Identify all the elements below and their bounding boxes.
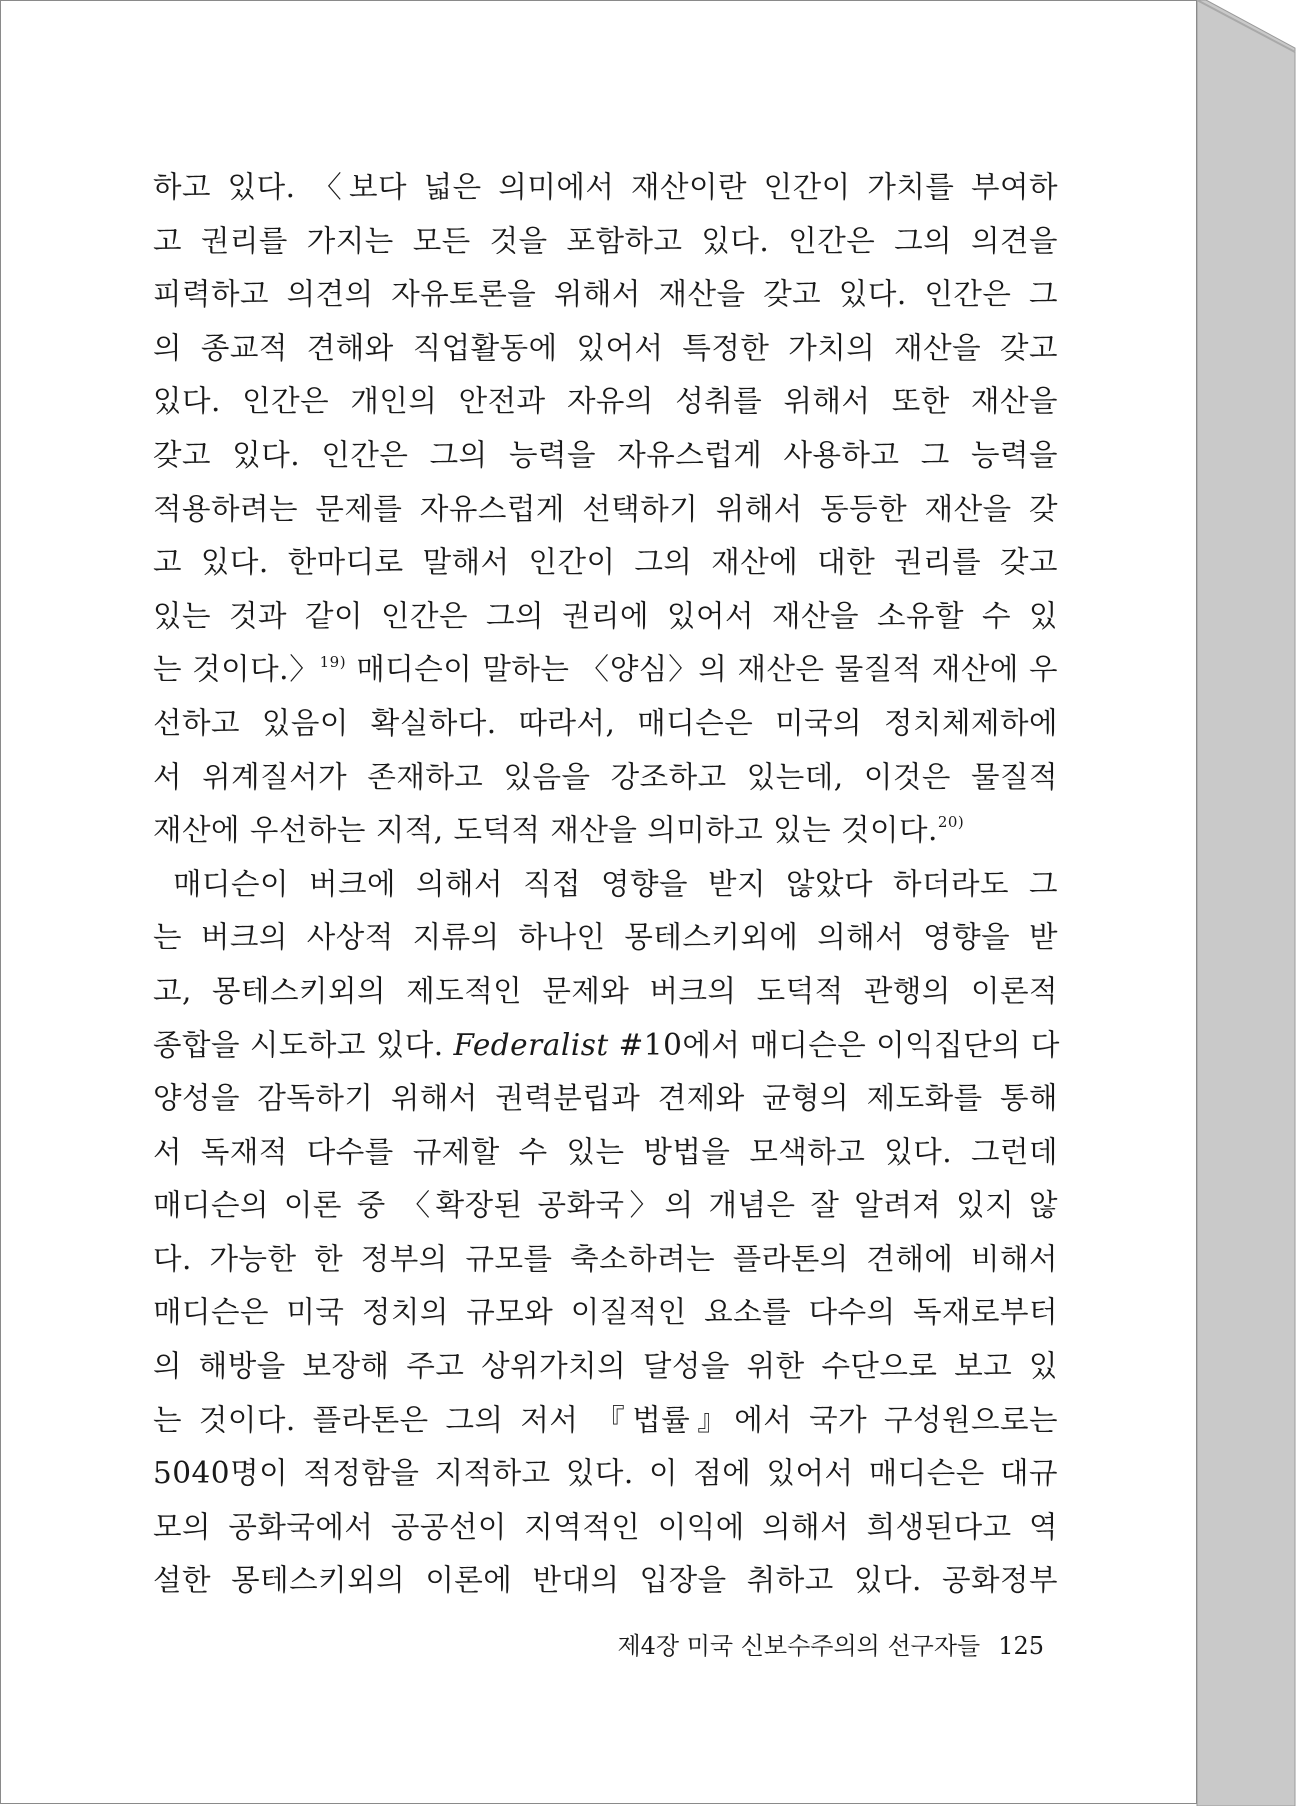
line-text: 모의 공화국에서 공공선이 지역적인 이익에 의해서 희생된다고 역 [153, 1509, 1058, 1544]
text-line [153, 697, 1058, 751]
line-text: 있다. 인간은 개인의 안전과 자유의 성취를 위해서 또한 재산을 [153, 384, 1058, 419]
text-line [153, 1447, 1058, 1501]
text-line [153, 1394, 1058, 1448]
text-line [153, 804, 1058, 858]
page-edge-side [1197, 0, 1295, 1806]
text-line [153, 483, 1058, 537]
line-text: 재산에 우선하는 지적, 도덕적 재산을 의미하고 있는 것이다. [153, 813, 938, 848]
line-text: 서 위계질서가 존재하고 있음을 강조하고 있는데, 이것은 물질적 [153, 759, 1058, 794]
page-footer [599, 1626, 1044, 1661]
line-text: 매디슨은 미국 정치의 규모와 이질적인 요소를 다수의 독재로부터 [153, 1295, 1058, 1330]
line-text-tail: #10에서 매디슨은 이익집단의 다 [608, 1027, 1060, 1062]
line-text: 선하고 있음이 확실하다. 따라서, 매디슨은 미국의 정치체제하에 [153, 705, 1058, 740]
line-text: 하고 있다. 〈보다 넓은 의미에서 재산이란 인간이 가치를 부여하 [153, 170, 1058, 204]
text-line [153, 1501, 1058, 1555]
line-text: 양성을 감독하기 위해서 권력분립과 견제와 균형의 제도화를 통해 [153, 1081, 1058, 1116]
line-text: 매디슨이 버크에 의해서 직접 영향을 받지 않았다 하더라도 그 [173, 866, 1058, 901]
line-text: 는 것이다.〉 [153, 652, 320, 687]
text-line [153, 536, 1058, 590]
text-line [153, 965, 1058, 1019]
paragraph-1 [153, 161, 1058, 858]
line-text: 종합을 시도하고 있다. [153, 1027, 454, 1062]
text-line [153, 590, 1058, 644]
text-line [153, 1340, 1058, 1394]
running-head-chapter: 제4장 미국 신보수주의의 선구자들 [617, 1632, 981, 1660]
footnote-ref-19: 19) [319, 652, 347, 671]
line-text: 5040명이 적정함을 지적하고 있다. 이 점에 있어서 매디슨은 대규 [153, 1456, 1058, 1491]
text-line [153, 1072, 1058, 1126]
line-text: 의 종교적 견해와 직업활동에 있어서 특정한 가치의 재산을 갖고 [153, 330, 1058, 365]
line-text: 서 독재적 다수를 규제할 수 있는 방법을 모색하고 있다. 그런데 [153, 1134, 1058, 1169]
text-line [153, 429, 1058, 483]
line-text: 적용하려는 문제를 자유스럽게 선택하기 위해서 동등한 재산을 갖 [153, 491, 1058, 526]
paragraph-2 [153, 858, 1058, 1608]
book-title-federalist: Federalist [453, 1027, 609, 1062]
text-line [153, 322, 1058, 376]
text-line [153, 643, 1058, 697]
line-text: 의 해방을 보장해 주고 상위가치의 달성을 위한 수단으로 보고 있 [153, 1349, 1058, 1384]
text-line [153, 268, 1058, 322]
text-line [153, 1554, 1058, 1608]
text-line [153, 1233, 1058, 1287]
text-line [153, 858, 1058, 912]
line-text: 는 것이다. 플라톤은 그의 저서 『법률』에서 국가 구성원으로는 [153, 1402, 1058, 1437]
line-text-tail: 매디슨이 말하는 〈양심〉의 재산은 물질적 재산에 우 [346, 652, 1058, 687]
line-text: 고 있다. 한마디로 말해서 인간이 그의 재산에 대한 권리를 갖고 [153, 545, 1058, 580]
text-line [153, 1126, 1058, 1180]
line-text: 는 버크의 사상적 지류의 하나인 몽테스키외에 의해서 영향을 받 [153, 920, 1058, 955]
text-line [153, 1019, 1058, 1073]
text-line [153, 1286, 1058, 1340]
line-text: 매디슨의 이론 중 〈확장된 공화국〉의 개념은 잘 알려져 있지 않 [153, 1188, 1058, 1223]
line-text: 다. 가능한 한 정부의 규모를 축소하려는 플라톤의 견해에 비해서 [153, 1241, 1058, 1276]
text-line [153, 911, 1058, 965]
text-line [153, 375, 1058, 429]
line-text: 설한 몽테스키외의 이론에 반대의 입장을 취하고 있다. 공화정부 [153, 1563, 1058, 1598]
text-line [153, 215, 1058, 269]
line-text: 고, 몽테스키외의 제도적인 문제와 버크의 도덕적 관행의 이론적 [153, 973, 1058, 1008]
line-text: 피력하고 의견의 자유토론을 위해서 재산을 갖고 있다. 인간은 그 [153, 277, 1058, 312]
text-line [153, 1179, 1058, 1233]
body-text [153, 161, 1058, 1608]
line-text: 고 권리를 가지는 모든 것을 포함하고 있다. 인간은 그의 의견을 [153, 223, 1058, 258]
page-number: 125 [998, 1632, 1044, 1660]
text-line [153, 161, 1058, 215]
line-text: 갖고 있다. 인간은 그의 능력을 자유스럽게 사용하고 그 능력을 [153, 437, 1058, 472]
line-text: 있는 것과 같이 인간은 그의 권리에 있어서 재산을 소유할 수 있 [153, 598, 1058, 633]
footnote-ref-20: 20) [937, 813, 965, 832]
text-line [153, 751, 1058, 805]
